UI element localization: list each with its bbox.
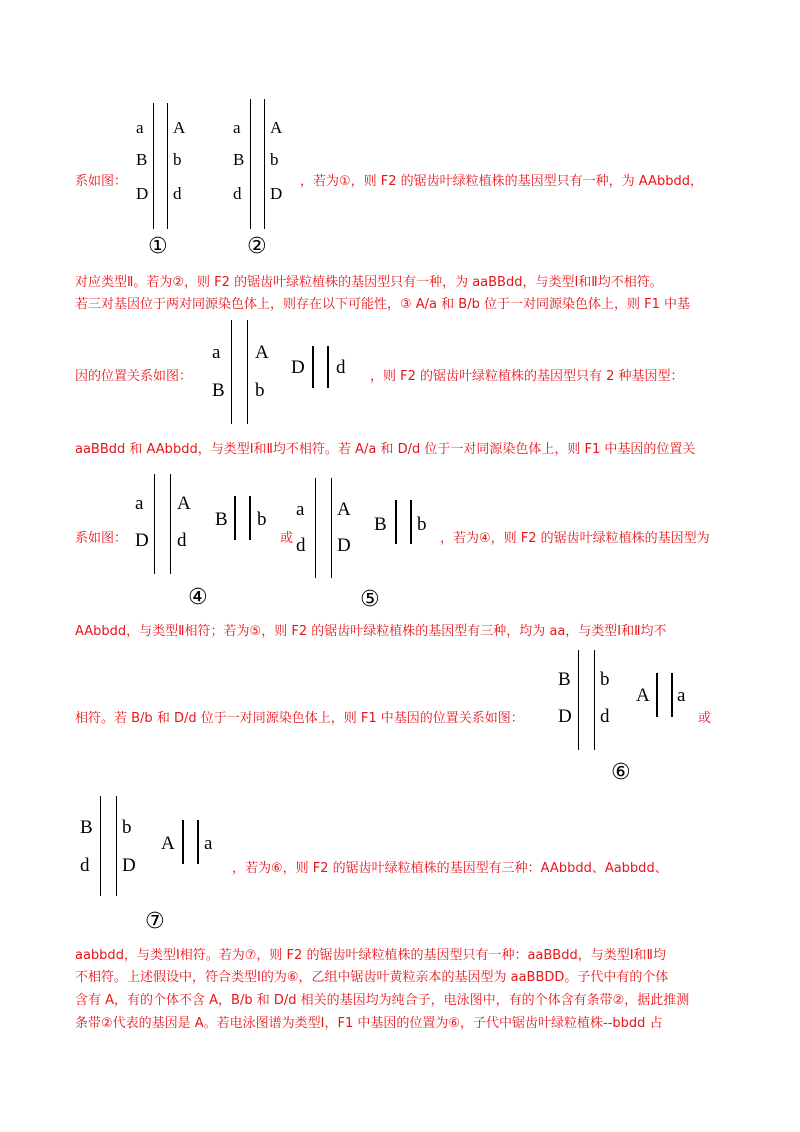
gene-label: B [80,817,93,838]
gene-label: D [558,706,572,727]
gene-label: a [212,342,221,363]
gene-label: A [173,118,186,137]
text-line-8: 相符。若 B/b 和 D/d 位于一对同源染色体上，则 F1 中基因的位置关系如图： [75,711,524,726]
chromosome-line [410,500,412,544]
gene-label: b [173,150,182,169]
gene-label: B [136,150,148,169]
gene-label: b [255,380,265,401]
chromosome-line [250,99,251,229]
chromosome-line [578,650,579,750]
text-line-9b: ，若为⑥，则 F2 的锯齿叶绿粒植株的基因型有三种：AAbbdd、Aabbdd、 [232,861,668,876]
chromosome-line [170,474,171,574]
gene-label: D [291,357,305,378]
chromosome-line [116,796,117,896]
gene-label: a [296,499,305,520]
gene-label: A [161,833,175,854]
gene-label: D [337,535,351,556]
gene-label: B [215,509,228,530]
text-line-4b: ，则 F2 的锯齿叶绿粒植株的基因型只有 2 种基因型： [370,369,684,384]
gene-label: A [255,342,269,363]
gene-label: D [270,184,283,203]
gene-label: A [636,685,650,706]
text-line-10: aabbdd，与类型Ⅰ相符。若为⑦，则 F2 的锯齿叶绿粒植株的基因型只有一种：aaBBdd，与类型Ⅰ和Ⅱ均 [75,948,666,963]
gene-label: b [257,509,267,530]
text-line-7: AAbbdd，与类型Ⅱ相符；若为⑤，则 F2 的锯齿叶绿粒植株的基因型有三种，均为 aa，与类型Ⅰ和Ⅱ均不 [75,624,667,639]
chromosome-line [231,320,232,424]
text-line-8-or: 或 [698,711,712,726]
gene-label: B [212,380,225,401]
text-line-2: 对应类型Ⅱ。若为②，则 F2 的锯齿叶绿粒植株的基因型只有一种，为 aaBBdd，与类型Ⅰ和Ⅱ均不相符。 [75,275,663,290]
gene-label: D [122,855,136,876]
gene-label: a [677,685,686,706]
chromosome-line [264,99,265,229]
gene-label: b [600,669,610,690]
chromosome-line [197,820,199,864]
gene-label: b [270,150,279,169]
chromosome-line [154,474,155,574]
gene-label: d [600,706,610,727]
diagram-number: ⑦ [145,909,165,934]
text-line-12: 含有 A，有的个体不含 A，B/b 和 D/d 相关的基因均为纯合子，电泳图中，有的个体含有条带②，据此推测 [75,993,690,1008]
diagram-number: ② [247,234,267,259]
gene-label: D [135,530,149,551]
diagram-number: ⑥ [611,760,631,785]
chromosome-line [234,496,236,540]
gene-label: d [173,184,182,203]
gene-label: B [233,150,245,169]
text-line-6b: ，若为④，则 F2 的锯齿叶绿粒植株的基因型为 [440,531,710,546]
chromosome-line [327,346,329,388]
chromosome-line [671,673,673,717]
gene-label: d [177,530,187,551]
chromosome-line [167,103,168,229]
gene-label: B [374,514,387,535]
text-line-1b: ，若为①，则 F2 的锯齿叶绿粒植株的基因型只有一种，为 AAbbdd， [300,174,703,189]
diagram-number: ⑤ [360,587,380,612]
gene-label: b [122,817,132,838]
chromosome-line [153,103,154,229]
gene-label: a [135,493,144,514]
gene-label: d [80,855,90,876]
gene-label: a [204,833,213,854]
text-line-13: 条带②代表的基因是 A。若电泳图谱为类型Ⅰ，F1 中基因的位置为⑥，子代中锯齿叶绿粒植株--bbdd 占 [75,1016,663,1031]
text-line-5: aaBBdd 和 AAbbdd，与类型Ⅰ和Ⅱ均不相符。若 A/a 和 D/d 位于一对同源染色体上，则 F1 中基因的位置关 [75,442,696,457]
gene-label: A [270,118,283,137]
text-line-6a: 系如图： [75,531,128,546]
gene-label: a [136,118,144,137]
chromosome-line [594,650,595,750]
gene-label: B [558,669,571,690]
text-line-1a: 系如图： [75,174,128,189]
gene-label: b [417,514,427,535]
gene-label: d [233,184,242,203]
chromosome-line [249,496,251,540]
gene-label: A [177,493,191,514]
gene-label: d [336,357,346,378]
gene-label: A [337,499,351,520]
diagram-number: ④ [188,585,208,610]
chromosome-line [100,796,101,896]
text-line-11: 不相符。上述假设中，符合类型Ⅰ的为⑥，乙组中锯齿叶黄粒亲本的基因型为 aaBBDD。子代中有的个体 [75,970,669,985]
chromosome-line [395,500,397,544]
text-line-3: 若三对基因位于两对同源染色体上，则存在以下可能性，③ A/a 和 B/b 位于一对同源染色体上，则 F1 中基 [75,297,690,312]
gene-label: a [233,118,241,137]
chromosome-line [315,478,316,578]
chromosome-line [182,820,184,864]
text-line-4a: 因的位置关系如图： [75,369,193,384]
diagram-number: ① [148,234,168,259]
text-line-6-or: 或 [280,531,294,546]
chromosome-line [312,346,314,388]
chromosome-line [656,673,658,717]
gene-label: d [296,535,306,556]
gene-label: D [136,184,149,203]
chromosome-line [247,320,248,424]
chromosome-line [331,478,332,578]
